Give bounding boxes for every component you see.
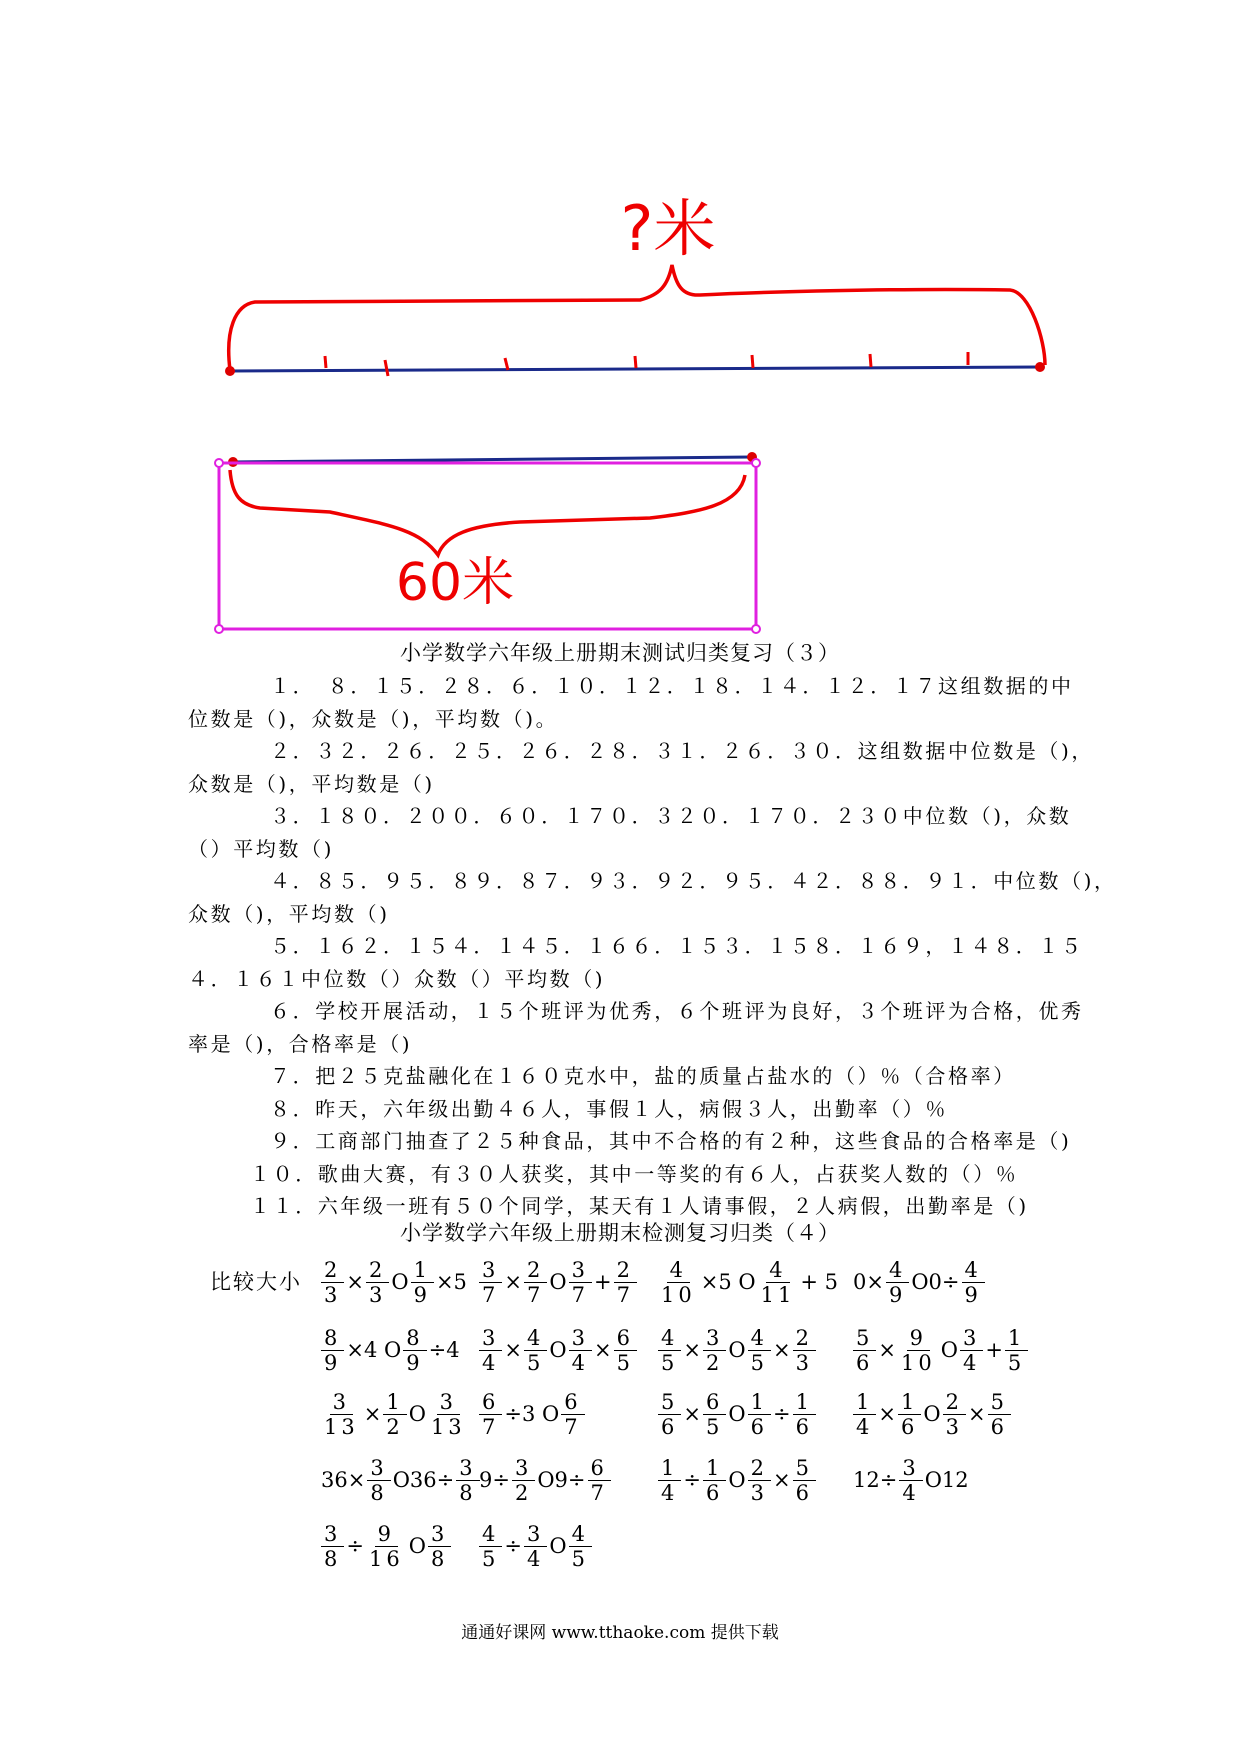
denominator: 7 [571,1282,589,1307]
denominator: 5 [571,1546,589,1571]
numerator: 8 [321,1326,344,1351]
numerator: 4 [479,1522,502,1547]
denominator: 5 [526,1350,545,1375]
denominator: 4 [571,1350,589,1375]
numerator: 9 [907,1326,930,1351]
fraction [658,1390,681,1439]
numerator: 4 [569,1522,592,1547]
fraction [898,1390,921,1439]
question-line: ７．把２５克盐融化在１６０克水中，盐的质量占盐水的（）％（合格率） [270,1064,1016,1088]
numerator: 2 [321,1258,344,1283]
operator-text: ÷ [504,1534,522,1558]
fraction [479,1258,502,1307]
numerator: 1 [898,1390,921,1415]
denominator: 3 [324,1282,342,1307]
fraction [321,1390,362,1439]
operator-text: × [967,1402,986,1426]
question-line: ３．１８０．２００．６０．１７０．３２０．１７０．２３０中位数（)，众数 [270,804,1072,828]
fraction [758,1258,799,1307]
fraction [383,1390,406,1439]
compare-expression [657,1250,839,1314]
operator-text: O [728,1468,746,1492]
denominator: 4 [526,1546,545,1571]
fraction [569,1326,592,1375]
fraction [614,1326,637,1375]
fraction [748,1390,771,1439]
short-segment [233,457,752,462]
operator-text: O [391,1270,409,1294]
question-line: 位数是（)，众数是（)，平均数（)。 [188,706,559,731]
operator-text: O [728,1402,746,1426]
fraction [321,1326,344,1375]
numerator: 5 [988,1390,1011,1415]
denominator: 5 [616,1350,634,1375]
fraction [321,1522,344,1571]
compare-expression [478,1250,638,1314]
numerator: 6 [614,1326,637,1351]
operator-text: O0÷ [911,1270,960,1294]
question-line: ２．３２．２６．２５．２６．２８．３１．２６．３０．这组数据中位数是（)， [270,739,1095,763]
fraction [367,1456,390,1505]
numerator: 3 [367,1456,390,1481]
fraction [569,1258,592,1307]
denominator: 2 [386,1414,404,1439]
fraction [561,1390,584,1439]
fraction [793,1326,816,1375]
numerator: 9 [375,1522,398,1547]
compare-expression [478,1514,593,1578]
operator-text: 36× [321,1468,366,1492]
numerator: 5 [853,1326,876,1351]
numerator: 4 [667,1258,690,1283]
numerator: 3 [428,1522,451,1547]
denominator: 6 [705,1480,724,1505]
compare-expression [320,1382,470,1446]
denominator: 9 [964,1282,982,1307]
fraction [428,1390,469,1439]
compare-expression [852,1250,986,1314]
numerator: 1 [383,1390,406,1415]
denominator: 5 [1007,1350,1026,1375]
fraction [793,1390,816,1439]
compare-expression [320,1250,468,1314]
operator-text: 12÷ [853,1468,898,1492]
numerator: 6 [479,1390,502,1415]
numerator: 1 [703,1456,726,1481]
line-segment-diagram [0,0,1240,650]
question-line: ４．１６１中位数（）众数（）平均数（) [188,966,606,991]
fraction [321,1258,344,1307]
compare-expression [657,1448,817,1512]
fraction [1005,1326,1028,1375]
compare-expression [478,1382,586,1446]
numerator: 4 [748,1326,771,1351]
compare-expression [657,1318,817,1382]
numerator: 1 [1005,1326,1028,1351]
compare-expression [478,1448,612,1512]
operator-text: 0× [853,1270,884,1294]
operator-text: O9÷ [537,1468,586,1492]
fraction [524,1326,547,1375]
question-line: 众数（)，平均数（) [188,901,390,926]
fraction [569,1522,592,1571]
compare-expression [657,1382,817,1446]
fraction [614,1258,637,1307]
numerator: 6 [561,1390,584,1415]
bottom-brace [230,470,745,555]
operator-text: × [772,1468,791,1492]
question-line: １１．六年级一班有５０个同学，某天有１人请事假，２人病假，出勤率是（) [250,1194,1029,1218]
question-line: １０．歌曲大赛，有３０人获奖，其中一等奖的有６人，占获奖人数的（）％ [250,1161,1019,1186]
fraction [703,1390,726,1439]
top-brace [229,265,1045,370]
denominator: 6 [900,1414,919,1439]
numerator: 3 [456,1456,479,1481]
denominator: 8 [370,1480,388,1505]
compare-expression [320,1448,481,1512]
fraction [512,1456,535,1505]
numerator: 3 [703,1326,726,1351]
denominator: 5 [482,1546,500,1571]
denominator: 3 [368,1282,387,1307]
numerator: 3 [479,1326,502,1351]
operator-text: + 5 [800,1270,838,1294]
operator-text: ×5 [435,1270,467,1294]
denominator: 6 [856,1350,874,1375]
denominator: 2 [514,1480,533,1505]
fraction [366,1522,407,1571]
operator-text: O [408,1534,426,1558]
question-line: ９．工商部门抽查了２５种食品，其中不合格的有２种，这些食品的合格率是（) [270,1129,1072,1153]
numerator: 3 [479,1258,502,1283]
fraction [962,1258,985,1307]
fraction [943,1390,966,1439]
fraction [703,1456,726,1505]
top-length-label: ?米 [620,192,716,265]
denominator: 4 [482,1350,500,1375]
denominator: 9 [413,1282,431,1307]
numerator: 2 [614,1258,637,1283]
denominator: 13 [324,1414,359,1439]
fraction [366,1258,389,1307]
operator-text: ÷4 [428,1338,460,1362]
compare-expression [852,1382,1012,1446]
fraction [479,1390,502,1439]
denominator: 10 [661,1282,696,1307]
denominator: 8 [324,1546,342,1571]
numerator: 6 [703,1390,726,1415]
denominator: 3 [750,1480,768,1505]
numerator: 8 [403,1326,426,1351]
operator-text: O [408,1402,426,1426]
operator-text: × [683,1338,701,1362]
operator-text: O [923,1402,941,1426]
numerator: 3 [899,1456,922,1481]
numerator: 5 [658,1390,681,1415]
fraction [428,1522,451,1571]
fraction [479,1326,502,1375]
fraction [703,1326,726,1375]
operator-text: 9÷ [479,1468,510,1492]
denominator: 7 [616,1282,634,1307]
operator-text: ×4 O [346,1338,402,1362]
denominator: 10 [900,1350,936,1375]
compare-expression [478,1318,638,1382]
operator-text: O [549,1338,567,1362]
operator-text: × [504,1338,522,1362]
numerator: 1 [748,1390,771,1415]
operator-text: ÷ [683,1468,701,1492]
section-3-title: 小学数学六年级上册期末测试归类复习（３） [400,641,840,665]
denominator: 6 [990,1414,1008,1439]
numerator: 3 [569,1258,592,1283]
fraction [411,1258,434,1307]
question-line: ４．８５．９５．８９．８７．９３．９２．９５．４２．８８．９１．中位数（)， [270,869,1117,893]
denominator: 16 [368,1546,404,1571]
fraction [886,1258,909,1307]
question-line: 众数是（)，平均数是（) [188,771,435,796]
denominator: 8 [459,1480,477,1505]
denominator: 4 [661,1480,679,1505]
denominator: 7 [526,1282,545,1307]
numerator: 1 [853,1390,876,1415]
numerator: 4 [962,1258,985,1283]
denominator: 5 [705,1414,724,1439]
operator-text: O36÷ [392,1468,455,1492]
compare-expression [320,1318,461,1382]
operator-text: ×5 O [700,1270,756,1294]
numerator: 3 [512,1456,535,1481]
denominator: 3 [795,1350,813,1375]
denominator: 6 [795,1414,813,1439]
numerator: 3 [960,1326,983,1351]
denominator: 8 [430,1546,449,1571]
denominator: 9 [324,1350,342,1375]
denominator: 9 [888,1282,907,1307]
denominator: 11 [760,1282,796,1307]
numerator: 6 [588,1456,611,1481]
denominator: 7 [590,1480,608,1505]
operator-text: O12 [924,1468,969,1492]
numerator: 4 [766,1258,789,1283]
numerator: 4 [658,1326,681,1351]
fraction [588,1456,611,1505]
numerator: 3 [524,1522,547,1547]
denominator: 9 [406,1350,424,1375]
compare-expression [852,1448,970,1512]
operator-text: × [878,1338,896,1362]
numerator: 1 [793,1390,816,1415]
denominator: 13 [430,1414,466,1439]
denominator: 6 [661,1414,679,1439]
numerator: 3 [437,1390,460,1415]
fraction [898,1326,939,1375]
tick-marks [325,352,968,376]
operator-text: + [593,1270,612,1294]
fraction [748,1326,771,1375]
numerator: 3 [569,1326,592,1351]
operator-text: O [940,1338,958,1362]
fraction [853,1390,876,1439]
operator-text: × [363,1402,382,1426]
fraction [988,1390,1011,1439]
operator-text: ÷3 O [504,1402,560,1426]
numerator: 3 [321,1522,344,1547]
footer-credit: 通通好课网 www.tthaoke.com 提供下载 [461,1623,779,1643]
fraction [748,1456,771,1505]
question-line: ６．学校开展活动，１５个班评为优秀，６个班评为良好，３个班评为合格，优秀 [270,999,1084,1023]
compare-label: 比较大小 [210,1270,302,1294]
numerator: 2 [793,1326,816,1351]
operator-text: × [346,1270,364,1294]
numerator: 4 [524,1326,547,1351]
operator-text: × [772,1338,791,1362]
denominator: 4 [962,1350,981,1375]
fraction [456,1456,479,1505]
numerator: 1 [658,1456,681,1481]
fraction [479,1522,502,1571]
bottom-length-label: 60米 [395,553,515,613]
question-line: １． ８．１５．２８．６．１０．１２．１８．１４．１２．１７这组数据的中 [270,674,1074,698]
denominator: 5 [750,1350,768,1375]
fraction [658,1456,681,1505]
denominator: 4 [902,1480,920,1505]
question-line: 率是（)，合格率是（) [188,1031,413,1056]
numerator: 1 [411,1258,434,1283]
fraction [658,1326,681,1375]
denominator: 7 [482,1414,500,1439]
question-line: （）平均数（) [188,836,335,861]
section-4-title: 小学数学六年级上册期末检测复习归类（４） [400,1221,840,1245]
denominator: 6 [750,1414,768,1439]
fraction [793,1456,816,1505]
operator-text: O [549,1270,567,1294]
fraction [960,1326,983,1375]
denominator: 7 [482,1282,500,1307]
denominator: 3 [945,1414,963,1439]
numerator: 2 [524,1258,547,1283]
numerator: 3 [330,1390,353,1415]
fraction [524,1522,547,1571]
denominator: 6 [795,1480,813,1505]
compare-expression [852,1318,1029,1382]
operator-text: × [878,1402,896,1426]
fraction [899,1456,922,1505]
operator-text: + [985,1338,1003,1362]
compare-expression [320,1514,452,1578]
operator-text: × [593,1338,612,1362]
denominator: 5 [661,1350,679,1375]
operator-text: ÷ [772,1402,791,1426]
fraction [853,1326,876,1375]
numerator: 2 [748,1456,771,1481]
question-line: ８．昨天，六年级出勤４６人，事假１人，病假３人，出勤率（）％ [270,1096,948,1121]
operator-text: × [683,1402,701,1426]
denominator: 2 [705,1350,724,1375]
operator-text: O [728,1338,746,1362]
fraction [658,1258,699,1307]
denominator: 7 [564,1414,582,1439]
operator-text: ÷ [346,1534,364,1558]
fraction [403,1326,426,1375]
denominator: 4 [856,1414,874,1439]
question-line: ５．１６２．１５４．１４５．１６６．１５３．１５８．１６９，１４８．１５ [270,934,1084,958]
operator-text: O [549,1534,567,1558]
numerator: 5 [793,1456,816,1481]
numerator: 2 [943,1390,966,1415]
numerator: 4 [886,1258,909,1283]
fraction [524,1258,547,1307]
operator-text: × [504,1270,522,1294]
numerator: 2 [366,1258,389,1283]
